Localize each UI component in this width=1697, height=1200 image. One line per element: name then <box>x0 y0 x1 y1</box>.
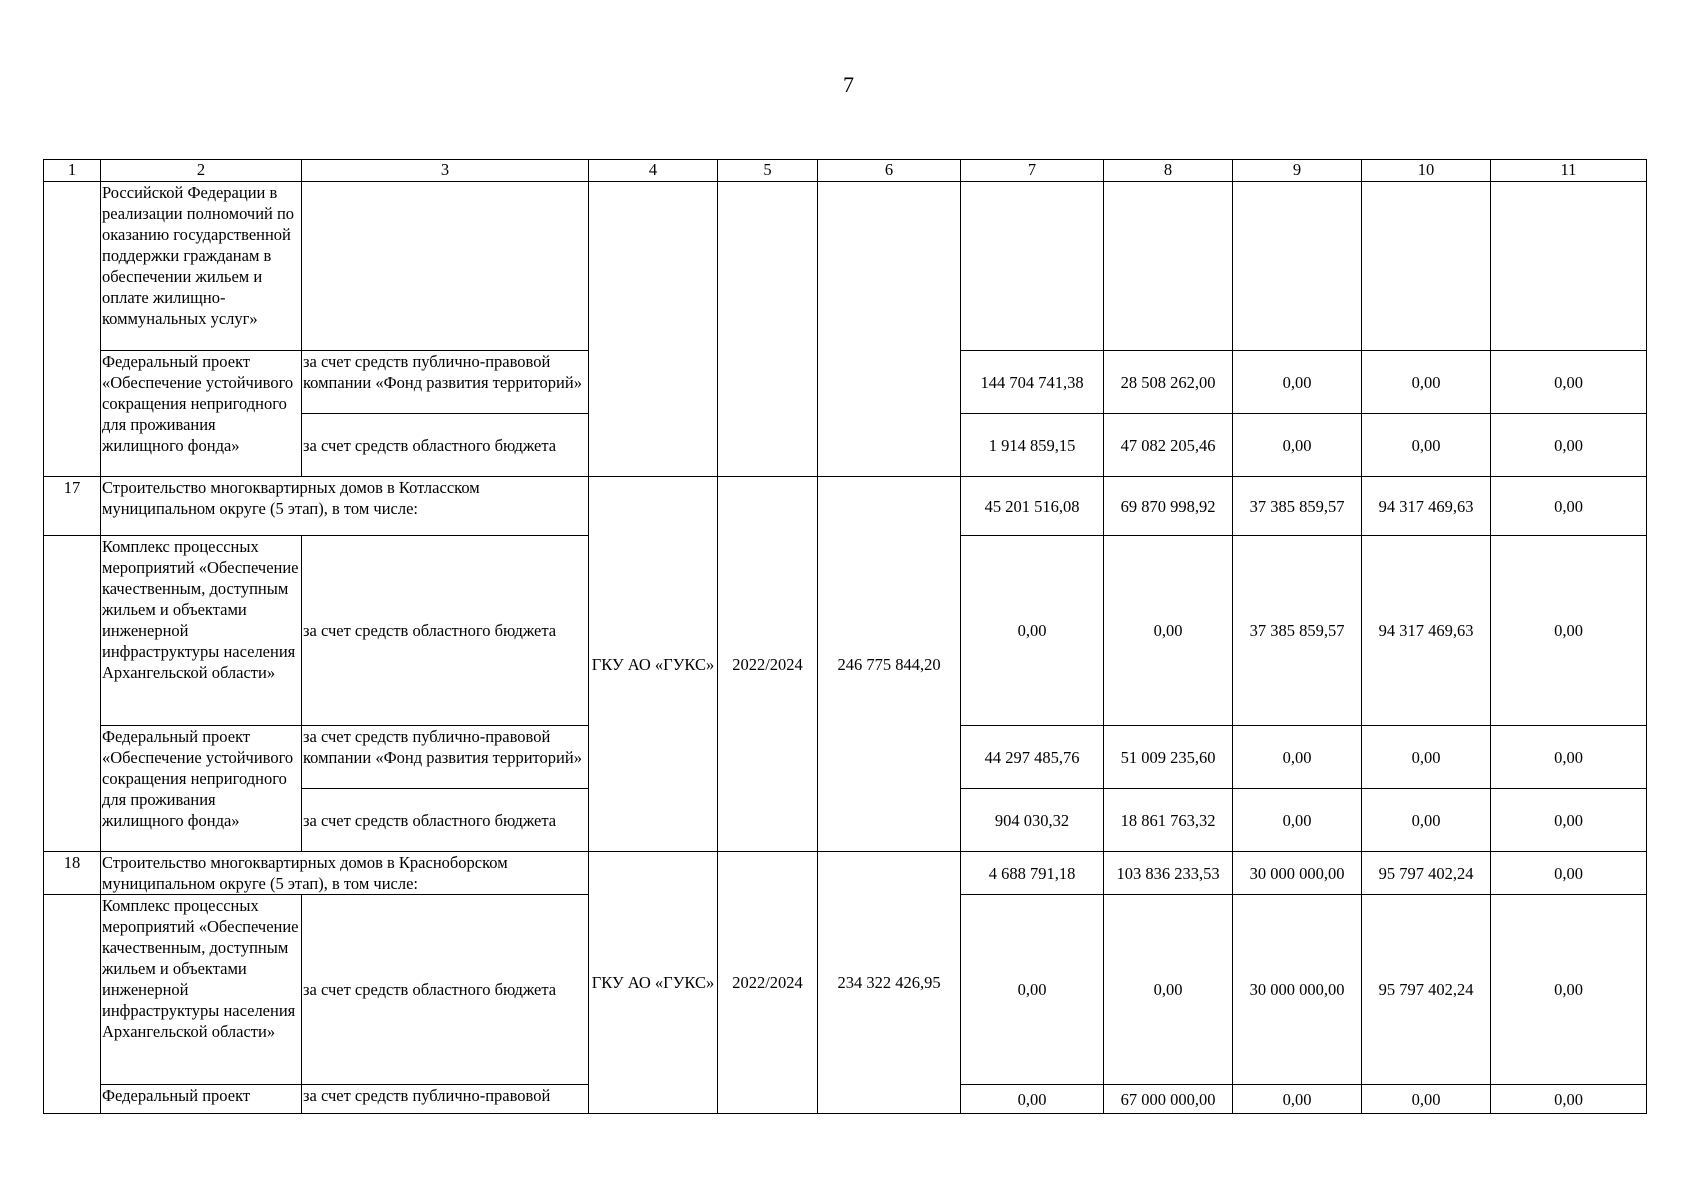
col-header-3: 3 <box>302 160 589 182</box>
cell-value: 44 297 485,76 <box>961 726 1104 789</box>
cell-value: 0,00 <box>1362 726 1491 789</box>
cell-num: 17 <box>44 477 101 536</box>
cell-empty <box>302 182 589 351</box>
cell-source: за счет средств публично-правовой компании «Фонд развития территорий» <box>302 726 589 789</box>
col-header-4: 4 <box>589 160 718 182</box>
cell-period: 2022/2024 <box>718 852 818 1114</box>
cell-fp-text: Федеральный проект <box>101 1085 302 1114</box>
cell-value: 51 009 235,60 <box>1104 726 1233 789</box>
cell-value: 0,00 <box>1233 414 1362 477</box>
cell-source: за счет средств областного бюджета <box>302 536 589 726</box>
cell-title: Строительство многоквартирных домов в Котласском муниципальном округе (5 этап), в том числе: <box>101 477 589 536</box>
cell-kpm-text: Комплекс процессных мероприятий «Обеспечение качественным, доступным жильем и объектами инженерной инфраструктуры населения Архангельской области» <box>101 536 302 726</box>
cell-value: 904 030,32 <box>961 789 1104 852</box>
cell-source: за счет средств областного бюджета <box>302 414 589 477</box>
cell-value: 0,00 <box>1491 351 1647 414</box>
cell-value: 0,00 <box>1104 895 1233 1085</box>
cell-value: 0,00 <box>1491 536 1647 726</box>
cell-value: 95 797 402,24 <box>1362 852 1491 895</box>
cell-value: 0,00 <box>1491 895 1647 1085</box>
cell-num: 18 <box>44 852 101 895</box>
cell-value: 95 797 402,24 <box>1362 895 1491 1085</box>
cell-source: за счет средств областного бюджета <box>302 789 589 852</box>
cell-value: 1 914 859,15 <box>961 414 1104 477</box>
cell-value: 0,00 <box>1491 414 1647 477</box>
col-header-2: 2 <box>101 160 302 182</box>
cell-num <box>44 895 101 1114</box>
cell-source: за счет средств областного бюджета <box>302 895 589 1085</box>
cell-value: 0,00 <box>1362 414 1491 477</box>
cell-value: 0,00 <box>961 536 1104 726</box>
budget-table <box>43 159 1647 1114</box>
col-header-6: 6 <box>818 160 961 182</box>
cell-source: за счет средств публично-правовой <box>302 1085 589 1114</box>
cell-kpm-text: Комплекс процессных мероприятий «Обеспечение качественным, доступным жильем и объектами инженерной инфраструктуры населения Архангельской области» <box>101 895 302 1085</box>
cell-value: 37 385 859,57 <box>1233 477 1362 536</box>
cell-value: 0,00 <box>1491 1085 1647 1114</box>
cell-empty <box>1362 182 1491 351</box>
cell-total: 246 775 844,20 <box>818 477 961 852</box>
col-header-9: 9 <box>1233 160 1362 182</box>
cell-total <box>818 182 961 477</box>
cell-value: 0,00 <box>1362 351 1491 414</box>
cell-value: 28 508 262,00 <box>1104 351 1233 414</box>
cell-value: 30 000 000,00 <box>1233 895 1362 1085</box>
cell-value: 144 704 741,38 <box>961 351 1104 414</box>
cell-value: 67 000 000,00 <box>1104 1085 1233 1114</box>
cell-value: 0,00 <box>1362 789 1491 852</box>
col-header-1: 1 <box>44 160 101 182</box>
cell-value: 47 082 205,46 <box>1104 414 1233 477</box>
cell-value: 0,00 <box>1233 789 1362 852</box>
cell-source: за счет средств публично-правовой компании «Фонд развития территорий» <box>302 351 589 414</box>
cell-value: 37 385 859,57 <box>1233 536 1362 726</box>
cell-value: 30 000 000,00 <box>1233 852 1362 895</box>
cell-value: 0,00 <box>1491 477 1647 536</box>
cell-value: 0,00 <box>1491 789 1647 852</box>
cell-value: 18 861 763,32 <box>1104 789 1233 852</box>
cell-num <box>44 182 101 477</box>
cell-value: 0,00 <box>961 895 1104 1085</box>
cell-value: 0,00 <box>1491 726 1647 789</box>
col-header-10: 10 <box>1362 160 1491 182</box>
table-row <box>44 852 1647 895</box>
cell-fp-text: Федеральный проект «Обеспечение устойчивого сокращения непригодного для проживания жилищного фонда» <box>101 726 302 852</box>
col-header-8: 8 <box>1104 160 1233 182</box>
cell-value: 94 317 469,63 <box>1362 477 1491 536</box>
page-number: 7 <box>843 72 854 97</box>
column-number-row <box>44 160 1647 182</box>
col-header-11: 11 <box>1491 160 1647 182</box>
cell-cont-text: Российской Федерации в реализации полномочий по оказанию государственной поддержки гражданам в обеспечении жильем и оплате жилищно-коммунальных услуг» <box>101 182 302 351</box>
cell-title: Строительство многоквартирных домов в Красноборском муниципальном округе (5 этап), в том числе: <box>101 852 589 895</box>
cell-value: 0,00 <box>1104 536 1233 726</box>
col-header-7: 7 <box>961 160 1104 182</box>
cell-value: 0,00 <box>1362 1085 1491 1114</box>
cell-value: 4 688 791,18 <box>961 852 1104 895</box>
cell-period: 2022/2024 <box>718 477 818 852</box>
cell-empty <box>1233 182 1362 351</box>
cell-org <box>589 182 718 477</box>
cell-fp-text: Федеральный проект «Обеспечение устойчивого сокращения непригодного для проживания жилищного фонда» <box>101 351 302 477</box>
table-row <box>44 182 1647 351</box>
cell-num <box>44 536 101 852</box>
cell-value: 0,00 <box>1491 852 1647 895</box>
cell-value: 0,00 <box>1233 726 1362 789</box>
cell-value: 0,00 <box>1233 1085 1362 1114</box>
cell-period <box>718 182 818 477</box>
cell-value: 103 836 233,53 <box>1104 852 1233 895</box>
cell-org: ГКУ АО «ГУКС» <box>589 852 718 1114</box>
cell-value: 0,00 <box>1233 351 1362 414</box>
cell-empty <box>1104 182 1233 351</box>
cell-value: 45 201 516,08 <box>961 477 1104 536</box>
cell-value: 0,00 <box>961 1085 1104 1114</box>
cell-org: ГКУ АО «ГУКС» <box>589 477 718 852</box>
cell-empty <box>1491 182 1647 351</box>
cell-value: 69 870 998,92 <box>1104 477 1233 536</box>
table-row <box>44 477 1647 536</box>
cell-empty <box>961 182 1104 351</box>
cell-value: 94 317 469,63 <box>1362 536 1491 726</box>
cell-total: 234 322 426,95 <box>818 852 961 1114</box>
col-header-5: 5 <box>718 160 818 182</box>
